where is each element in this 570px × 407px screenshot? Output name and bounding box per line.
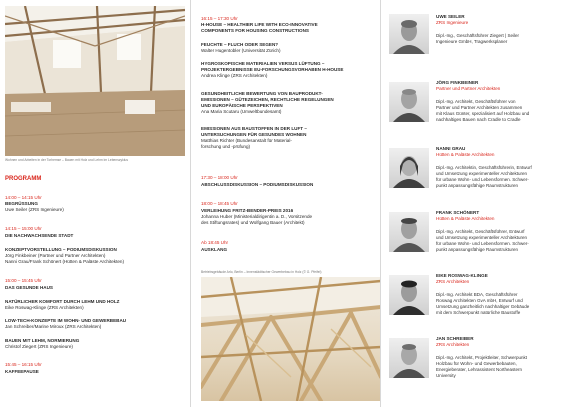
item-title: DIE NACHWACHSENDE STADT <box>5 233 74 238</box>
talk-speaker: Matthias Richter (Bundesanstalt für Material- <box>201 138 292 143</box>
speaker-name: EIKE ROSWAG-KLINGE <box>436 273 488 278</box>
speaker-org: ZRS Architekten <box>436 342 470 347</box>
column-speakers <box>380 0 570 407</box>
item-speaker: Uwe Seiler (ZRS Ingenieure) <box>5 207 64 212</box>
talk-title: UND EUROPÄISCHE PERSPEKTIVEN <box>201 103 283 108</box>
talk-title: FEUCHTE – FLUCH ODER SEGEN? <box>201 42 279 47</box>
photo-interior-room <box>5 6 185 156</box>
speaker-bio: Dipl.-Ing. Architekt, Projektleiter, Schwerpunkt Holzbau für Wohn- und Gewerbebauten, Energieberater, Lehrassistent Northeastern University <box>436 355 528 378</box>
item-title: ABSCHLUSSDISKUSSION – PODIUMSDISKUSSION <box>201 182 314 187</box>
speaker-name: JAN SCHREIBER <box>436 336 474 341</box>
item-title: BEGRÜSSUNG <box>5 201 38 206</box>
photo-timber-structure <box>201 277 381 401</box>
speaker-portrait <box>389 14 429 54</box>
speaker-name: NANNI GRAU <box>436 146 466 151</box>
talk-speaker: Johanna Huber (Ministerialdirigentin a. D., Vorsitzende <box>201 214 313 219</box>
item-time: 15:00 – 15:45 Uhr <box>5 278 42 283</box>
talk-title: PROJEKTERGEBNISSE EU-FORSCHUNGSVORHABEN H-HOUSE <box>201 67 344 72</box>
item-title: LOW-TECH-KONZEPTE IM WOHN- UND GEWERBEBAU <box>5 318 127 323</box>
item-time: 16:15 – 17:30 Uhr <box>201 16 238 21</box>
speaker-org: Hütten & Paläste Architekten <box>436 152 495 157</box>
item-title: DAS GESUNDE HAUS <box>5 285 53 290</box>
speaker-bio: Dipl.-Ing., Geschäftsführer Ziegert | Seiler Ingenieure GmbH, Tragwerksplaner <box>436 33 519 44</box>
item-title: AUSKLANG <box>201 247 228 252</box>
item-time: 15:45 – 16:15 Uhr <box>5 362 42 367</box>
item-title: COMPONENTS FOR HOUSING CONSTRUCTIONS <box>201 28 309 33</box>
column-afternoon <box>190 0 380 407</box>
speaker-portrait <box>389 338 429 378</box>
program-heading: PROGRAMM <box>5 176 42 182</box>
item-speaker: Jan Schreiber/Marine Miroux (ZRS Architekten) <box>5 324 102 329</box>
item-title: NATÜRLICHER KOMFORT DURCH LEHM UND HOLZ <box>5 299 120 304</box>
talk-speaker: Walter Hugentobler (Universität Zürich) <box>201 48 281 53</box>
speaker-org: ZRS Architekten <box>436 279 470 284</box>
item-time: 14:15 – 15:00 Uhr <box>5 226 42 231</box>
item-title: KAFFEEPAUSE <box>5 369 39 374</box>
speaker-portrait <box>389 275 429 315</box>
item-speaker: Eike Roswag-Klinge (ZRS Architekten) <box>5 305 84 310</box>
speaker-card <box>389 273 569 333</box>
speaker-card <box>389 14 569 74</box>
speaker-card <box>389 336 569 396</box>
talk-title: EMISSIONEN – GÜTEZEICHEN, RECHTLICHE REGELUNGEN <box>201 97 334 102</box>
item-speaker: Nanni Grau/Frank Schönert (Hütten & Paläste Architekten) <box>5 259 124 264</box>
speaker-org: Partner und Partner Architekten <box>436 86 501 91</box>
photo-caption: Betriebsgebäude Arlo, Berlin – Innenstädtischer Gewerbebau in Holz (© G. Pfeifel) <box>201 270 322 274</box>
item-speaker: Jörg Finkbeiner (Partner und Partner Architekten) <box>5 253 106 258</box>
speaker-bio: Dipl.-Ing. Architekt BDA, Geschäftsführer Roswag Architekten GvA mbH, Entwurf und Umsetzung ganzheitlich nachhaltiger Gebäude mit dem Schwerpunkt natürliche Baustoffe <box>436 292 530 315</box>
speaker-name: JÖRG FINKBEINER <box>436 80 479 85</box>
speaker-name: FRANK SCHÖNERT <box>436 210 480 215</box>
talk-speaker: Andrea Klinge (ZRS Architekten) <box>201 73 268 78</box>
talk-title: GESUNDHEITLICHE BEWERTUNG VON BAUPRODUKT- <box>201 91 323 96</box>
item-time: 14:00 – 14:15 Uhr <box>5 195 42 200</box>
speaker-bio: Dipl.-Ing. Architekt, Geschäftsführer von Partner und Partner Architekten zusammen mit Klaus Günter, spezialisiert auf Holzbau und nachhaltiges Bauen nach Cradle to Cradle <box>436 99 530 122</box>
speaker-portrait <box>389 148 429 188</box>
speaker-bio: Dipl.-Ing. Architektin, Geschäftsführerin, Entwurf und Umsetzung experimenteller Architekturen für urbane Wohn- und Lebensformen. Schwer- punkt anpassungsfähige Raumstrukturen <box>436 165 532 188</box>
item-title: BAUEN MIT LEHM, NORMIERUNG <box>5 338 80 343</box>
talk-title: EMISSIONEN AUS BAUSTOFFEN IN DER LUFT – <box>201 126 307 131</box>
speaker-name: UWE SEILER <box>436 14 465 19</box>
speaker-bio: Dipl.-Ing. Architekt, Geschäftsführer, Entwurf und Umsetzung experimenteller Architekturen für urbane Wohn- und Lebensformen. Schwer- punkt anpassungsfähige Raumstrukturen <box>436 229 529 252</box>
speaker-card <box>389 146 569 206</box>
item-time: 17:30 – 18:00 Uhr <box>201 175 238 180</box>
speaker-portrait <box>389 82 429 122</box>
item-title: VERLEIHUNG FRITZ-BENDER-PREIS 2016 <box>201 208 294 213</box>
speaker-card <box>389 80 569 140</box>
talk-speaker: Ana Maria Scutaru (Umweltbundesamt) <box>201 109 282 114</box>
talk-title: HYGROSKOPISCHE MATERIALIEN VERSUS LÜFTUNG – <box>201 61 325 66</box>
speaker-card <box>389 210 569 270</box>
speaker-portrait <box>389 212 429 252</box>
item-title: H-HOUSE – HEALTHIER LIFE WITH ECO-INNOVATIVE <box>201 22 318 27</box>
item-speaker: Christof Ziegert (ZRS Ingenieure) <box>5 344 73 349</box>
talk-title: UNTERSUCHUNGEN FÜR GESUNDES WOHNEN <box>201 132 307 137</box>
column-program <box>0 0 190 407</box>
photo-caption: Wohnen und Arbeiten in der Torhemse – Bauen mit Holz und Lehm im Lebenszyklus <box>5 158 129 162</box>
speaker-org: ZRS Ingenieure <box>436 20 469 25</box>
item-title: KONZEPTVORSTELLUNG – PODIUMSDISKUSSION <box>5 247 117 252</box>
talk-speaker: forschung und -prüfung) <box>201 144 251 149</box>
item-time: Ab 18:45 Uhr <box>201 240 229 245</box>
talk-speaker: des Stiftungsrates) und Wolfgang Bauer (Architekt) <box>201 220 305 225</box>
speaker-org: Hütten & Paläste Architekten <box>436 216 495 221</box>
item-time: 18:00 – 18:45 Uhr <box>201 201 238 206</box>
